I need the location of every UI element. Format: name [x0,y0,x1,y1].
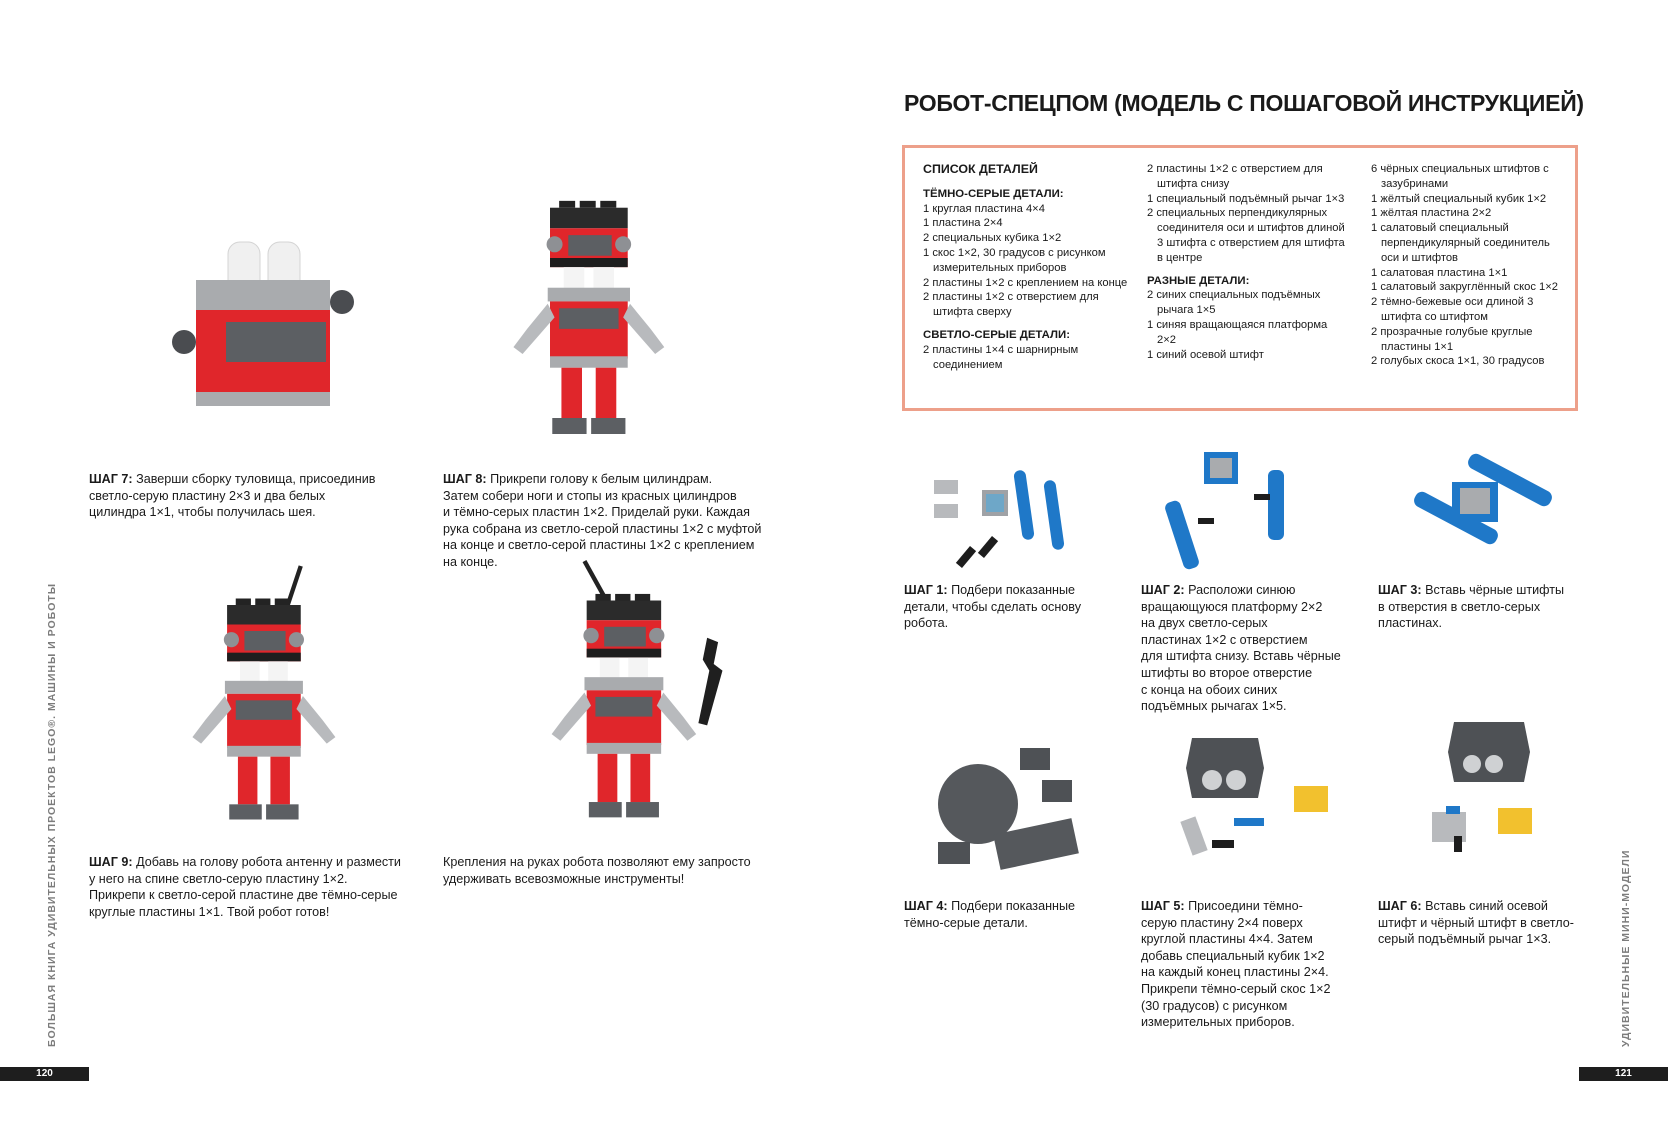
part-item: 2 тёмно-бежевые оси длиной 3 штифта со штифтом [1371,296,1534,323]
step1-parts-image [930,462,1080,580]
step7-torso-image [170,232,360,417]
part-item: 2 специальных кубика 1×2 [923,232,1062,245]
part-item: 6 чёрных специальных штифтов с зазубринами [1371,163,1549,190]
step3-assembly-image [1408,452,1558,570]
part-item: 1 салатовая пластина 1×1 [1371,266,1508,279]
part-item: 2 синих специальных подъёмных рычага 1×5 [1147,289,1321,317]
left-spine-title: БОЛЬШАЯ КНИГА УДИВИТЕЛЬНЫХ ПРОЕКТОВ LEGO®. МАШИНЫ И РОБОТЫ [46,582,58,1047]
part-item: 2 пластины 1×2 с отверстием для штифта снизу [1147,163,1323,190]
step-8-caption: ШАГ 8: Прикрепи голову к белым цилиндрам. Затем собери ноги и стопы из красных цилиндров и тёмно-серых пластин 1×2. Приделай руки. Каждая рука собрана из светло-серой пластины 1×2 с муфтой на конце и светло-серой пластины 1×2 с креплением на конце. [443,472,762,569]
part-item: 1 синяя вращающаяся платформа 2×2 [1147,318,1328,346]
part-item: 1 салатовый закруглённый скос 1×2 [1371,281,1559,294]
part-item: 1 скос 1×2, 30 градусов с рисунком измерительных приборов [923,246,1106,274]
step-6-caption: ШАГ 6: Вставь синий осевой штифт и чёрный штифт в светло- серый подъёмный рычаг 1×3. [1378,899,1574,947]
part-item: 1 жёлтый специальный кубик 1×2 [1371,192,1547,205]
page-title: РОБОТ-СПЕЦПОМ (МОДЕЛЬ С ПОШАГОВОЙ ИНСТРУКЦИЕЙ) [904,90,1584,116]
part-item: 1 круглая пластина 4×4 [923,202,1045,215]
dark-gray-heading: ТЁМНО-СЕРЫЕ ДЕТАЛИ: [923,187,1064,200]
right-page-number: 121 [1579,1067,1668,1081]
right-spine-title: УДИВИТЕЛЬНЫЕ МИНИ-МОДЕЛИ [1620,849,1632,1047]
part-item: 1 специальный подъёмный рычаг 1×3 [1147,192,1345,205]
step9-robot-image [150,566,380,826]
step8-robot-image [470,194,710,434]
part-item: 1 синий осевой штифт [1147,348,1264,361]
step-5-caption: ШАГ 5: Присоедини тёмно- серую пластину 2×4 поверх круглой пластины 4×4. Затем добавь специальный кубик 1×2 на каждый конец пластины 2×4. Прикрепи тёмно-серый скос 1×2 (30 градусов) с рисунком измерительных приборов. [1141,899,1331,1030]
parts-heading: СПИСОК ДЕТАЛЕЙ [923,162,1038,176]
part-item: 2 пластины 1×2 с креплением на конце [923,276,1128,289]
part-item: 1 жёлтая пластина 2×2 [1371,207,1492,220]
part-item: 1 салатовый специальный перпендикулярный соединитель оси и штифтов [1371,222,1550,264]
parts-list-box [902,145,1578,411]
robot-note: Крепления на руках робота позволяют ему запросто удерживать всевозможные инструменты! [443,855,751,886]
part-item: 1 пластина 2×4 [923,217,1003,230]
step-9-caption: ШАГ 9: Добавь на голову робота антенну и размести у него на спине светло-серую пластину 1×2. Прикрепи к светло-серой пластине две тёмно-серые круглые пластины 1×1. Твой робот готов! [89,855,401,919]
part-item: 2 голубых скоса 1×1, 30 градусов [1371,355,1545,368]
part-item: 2 пластины 1×4 с шарнирным соединением [923,343,1079,371]
part-item: 2 специальных перпендикулярных соединителя оси и штифтов длиной 3 штифта с отверстием для штифта в центре [1147,207,1345,264]
step4-parts-image [930,742,1090,872]
robot-with-wrench-image [510,560,740,825]
part-item: 2 пластины 1×2 с отверстием для штифта сверху [923,291,1099,319]
step6-assembly-image [1424,716,1564,856]
part-item: 2 прозрачные голубые круглые пластины 1×1 [1371,325,1533,353]
light-gray-heading: СВЕТЛО-СЕРЫЕ ДЕТАЛИ: [923,328,1070,341]
step-4-caption: ШАГ 4: Подбери показанные тёмно-серые детали. [904,899,1076,930]
step-7-caption: ШАГ 7: Заверши сборку туловища, присоединив светло-серую пластину 2×3 и два белых цилиндра 1×1, чтобы получилась шея. [89,472,376,520]
step2-parts-image [1170,448,1310,578]
misc-heading: РАЗНЫЕ ДЕТАЛИ: [1147,274,1250,287]
step5-assembly-image [1172,728,1332,868]
step-3-caption: ШАГ 3: Вставь чёрные штифты в отверстия в светло-серых пластинах. [1378,583,1565,631]
step-2-caption: ШАГ 2: Расположи синюю вращающуюся платформу 2×2 на двух светло-серых пластинах 1×2 с отверстием для штифта снизу. Вставь чёрные штифты во второе отверстие с конца на обоих синих подъёмных рычагах 1×5. [1141,583,1341,714]
step-1-caption: ШАГ 1: Подбери показанные детали, чтобы сделать основу робота. [904,583,1082,631]
left-page-number: 120 [0,1067,89,1081]
